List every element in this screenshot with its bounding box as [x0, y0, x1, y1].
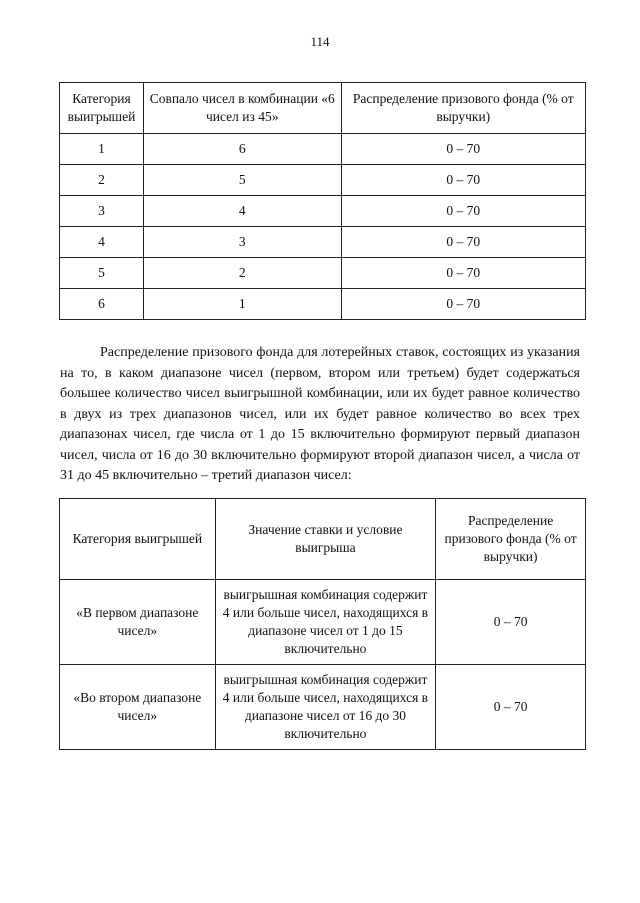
cell-category: 2 [60, 165, 144, 196]
cell-matched: 6 [143, 134, 341, 165]
cell-condition: выигрышная комбинация содержит 4 или больше чисел, находящихся в диапазоне чисел от 16 до 30 включительно [215, 665, 436, 750]
cell-category: 3 [60, 196, 144, 227]
table-header-row [60, 499, 586, 580]
header-bet-condition: Значение ставки и условие выигрыша [215, 499, 436, 580]
table-row [60, 134, 586, 165]
prize-distribution-table-ranges [59, 498, 586, 750]
cell-category: «Во втором диапазоне чисел» [60, 665, 216, 750]
header-category: Категория выигрышей [60, 499, 216, 580]
table-row [60, 196, 586, 227]
table-row [60, 665, 586, 750]
cell-distribution: 0 – 70 [341, 258, 585, 289]
cell-distribution: 0 – 70 [341, 227, 585, 258]
table-header-row [60, 83, 586, 134]
cell-distribution: 0 – 70 [341, 134, 585, 165]
cell-distribution: 0 – 70 [341, 165, 585, 196]
table-row [60, 580, 586, 665]
cell-matched: 1 [143, 289, 341, 320]
cell-category: 5 [60, 258, 144, 289]
page-number: 114 [310, 34, 330, 49]
header-prize-distribution: Распределение призового фонда (% от выручки) [436, 499, 586, 580]
cell-category: «В первом диапазоне чисел» [60, 580, 216, 665]
cell-distribution: 0 – 70 [436, 665, 586, 750]
cell-distribution: 0 – 70 [436, 580, 586, 665]
table-row [60, 165, 586, 196]
cell-distribution: 0 – 70 [341, 289, 585, 320]
table-row [60, 289, 586, 320]
cell-category: 4 [60, 227, 144, 258]
cell-category: 6 [60, 289, 144, 320]
cell-distribution: 0 – 70 [341, 196, 585, 227]
header-matched-numbers: Совпало чисел в комбинации «6 чисел из 45» [143, 83, 341, 134]
body-paragraph: Распределение призового фонда для лотерейных ставок, состоящих из указания на то, в каком диапазоне чисел (первом, втором или третьем) будет содержаться большее количество чисел выигрышной комбинации, или их будет равное количество в двух из трех диапазонов чисел, или их будет равное количество во всех трех диапазонах чисел, где числа от 1 до 15 включительно формируют первый диапазон чисел, числа от 16 до 30 включительно формируют второй диапазон чисел, а числа от 31 до 45 включительно – третий диапазон чисел: [60, 345, 580, 483]
cell-matched: 4 [143, 196, 341, 227]
table-row [60, 258, 586, 289]
cell-matched: 2 [143, 258, 341, 289]
prize-distribution-table-6-of-45 [59, 82, 586, 320]
header-category: Категория выигрышей [60, 83, 144, 134]
cell-matched: 5 [143, 165, 341, 196]
cell-matched: 3 [143, 227, 341, 258]
table-row [60, 227, 586, 258]
cell-condition: выигрышная комбинация содержит 4 или больше чисел, находящихся в диапазоне чисел от 1 до 15 включительно [215, 580, 436, 665]
cell-category: 1 [60, 134, 144, 165]
header-prize-distribution: Распределение призового фонда (% от выручки) [341, 83, 585, 134]
